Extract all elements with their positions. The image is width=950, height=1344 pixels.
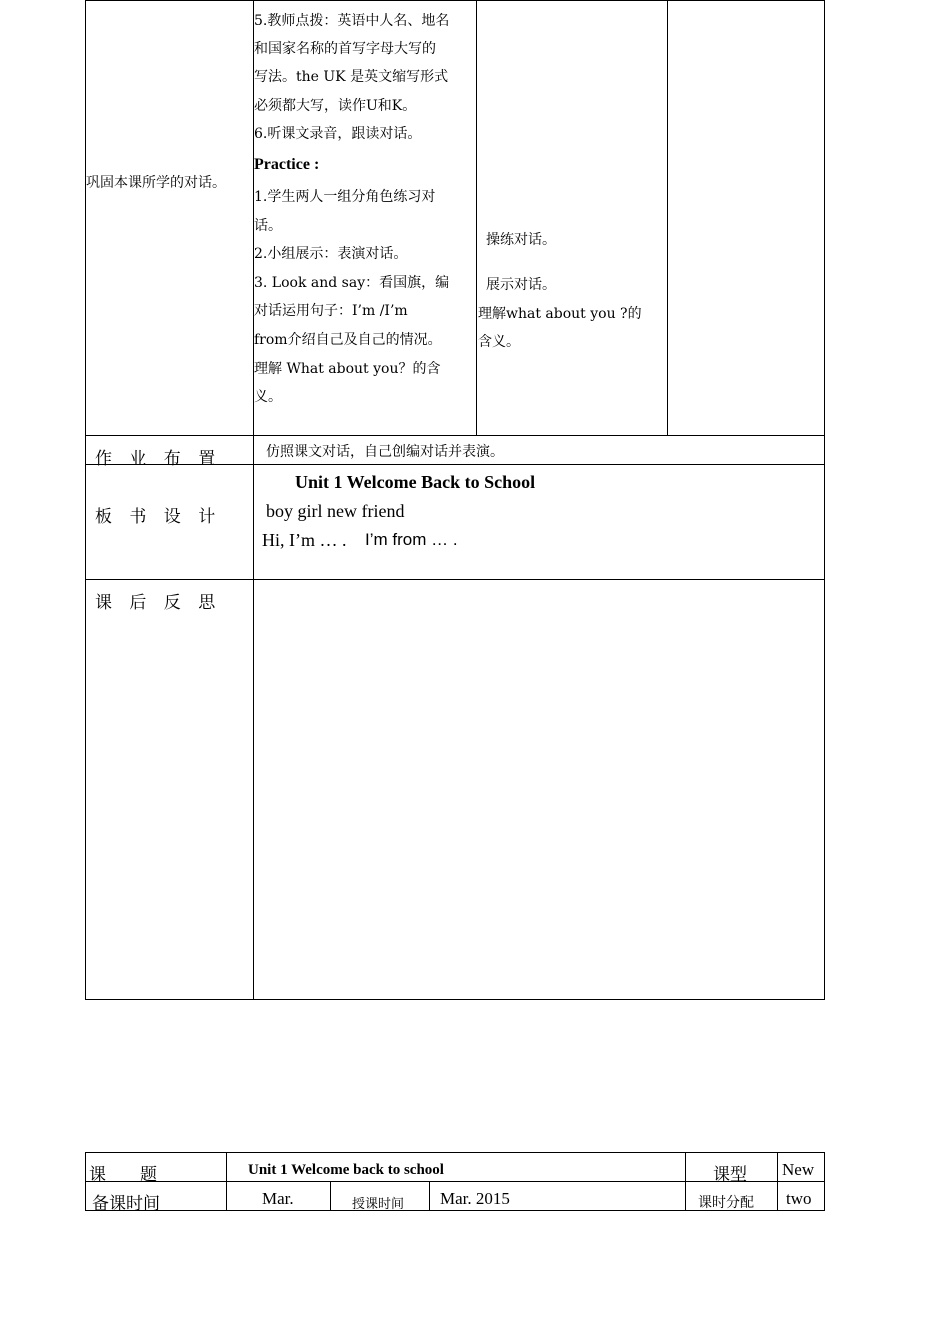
student-activity-line: 含义。 [478, 334, 520, 350]
period-value: two [786, 1189, 812, 1208]
type-label: 课型 [713, 1165, 747, 1185]
board-title: Unit 1 Welcome Back to School [295, 472, 536, 492]
practice-step-line: 1.学生两人一组分角色练习对 [254, 189, 436, 205]
topic-value: Unit 1 Welcome back to school [248, 1162, 444, 1178]
type-value: New [782, 1160, 815, 1179]
teacher-step-line: 6.听课文录音，跟读对话。 [254, 126, 422, 142]
objective-text: 巩固本课所学的对话。 [86, 175, 226, 191]
prep-time-value: Mar. [262, 1189, 294, 1208]
practice-step-line: from介绍自己及自己的情况。 [254, 332, 442, 348]
board-label: 板 书 设 计 [95, 507, 222, 527]
homework-text: 仿照课文对话，自己创编对话并表演。 [266, 444, 504, 460]
student-activity-line: 展示对话。 [486, 277, 556, 293]
board-line-1: boy girl new friend [266, 501, 405, 521]
practice-step-line: 义。 [254, 389, 282, 405]
teach-time-label: 授课时间 [352, 1197, 405, 1212]
practice-step-line: 话。 [254, 218, 282, 234]
practice-heading: Practice : [254, 156, 320, 173]
practice-step-line: 2.小组展示：表演对话。 [254, 246, 408, 262]
teacher-step-line: 写法。the UK 是英文缩写形式 [254, 69, 449, 85]
student-activity-line: 理解what about you ?的 [478, 306, 642, 322]
topic-label: 课 题 [89, 1165, 157, 1185]
practice-step-line: 理解 What about you？的含 [254, 361, 441, 377]
practice-step-line: 对话运用句子：I’m /I’m [254, 303, 408, 319]
homework-label: 作 业 布 置 [95, 449, 222, 469]
teacher-step-line: 必须都大写，读作U和K。 [254, 98, 417, 114]
board-line-2a: Hi, I’m … . [262, 530, 347, 550]
teacher-step-line: 和国家名称的首写字母大写的 [254, 41, 436, 57]
prep-time-label: 备课时间 [92, 1194, 160, 1214]
reflection-label: 课 后 反 思 [95, 593, 222, 613]
board-line-2b: I’m from … . [365, 530, 458, 549]
student-activity-line: 操练对话。 [486, 232, 556, 248]
period-label: 课时分配 [698, 1195, 754, 1211]
teach-time-value: Mar. 2015 [440, 1189, 510, 1208]
practice-step-line: 3. Look and say：看国旗，编 [254, 275, 450, 291]
teacher-step-line: 5.教师点拨：英语中人名、地名 [254, 13, 450, 29]
